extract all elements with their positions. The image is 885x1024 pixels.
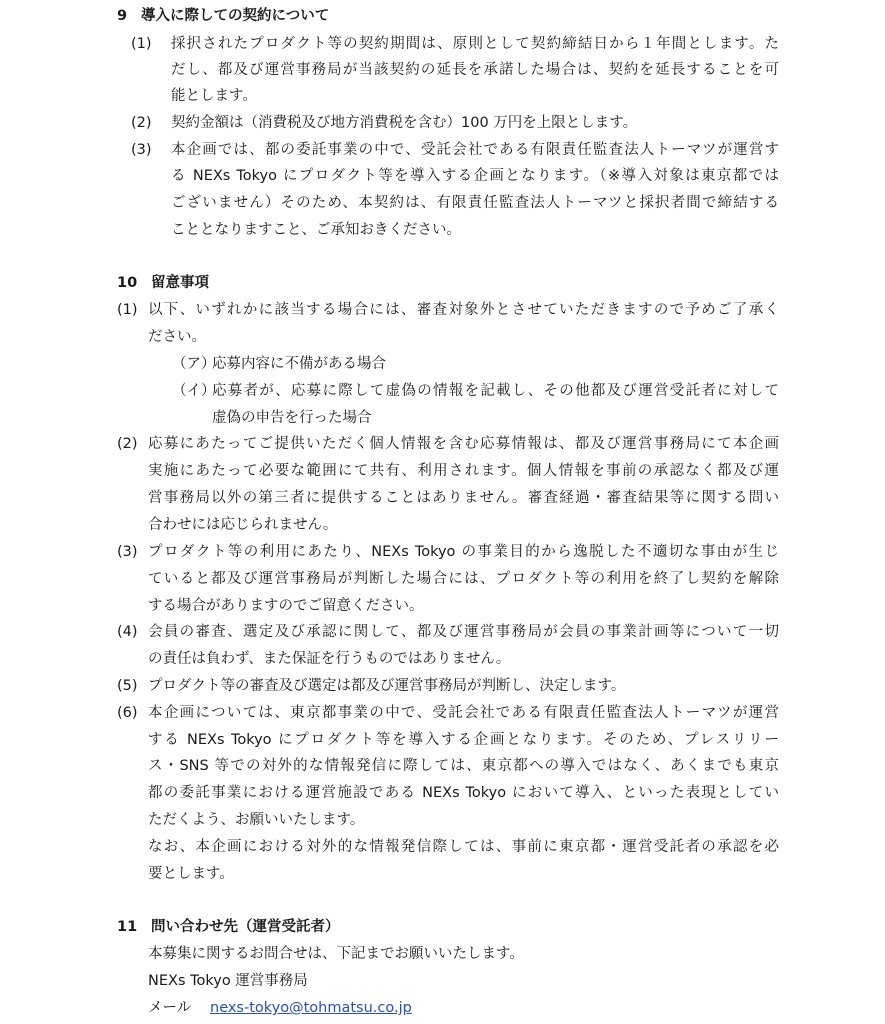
section-10-item-6-line-4: 都の委託事業における運営施設である NEXs Tokyo において導入、といった表現としてい [148,785,779,801]
sub-item-b-marker: （イ） [172,383,216,399]
sub-item-a-line-1: 応募内容に不備がある場合 [212,356,386,372]
contact-office-name: NEXs Tokyo 運営事務局 [148,973,308,989]
section-9-item-3-line-3: ございません）そのため、本契約は、有限責任監査法人トーマツと採択者間で締結する [171,195,779,211]
section-10-item-2-line-2: 実施にあたって必要な範囲にて共有、利用されます。個人情報を事前の承認なく都及び運 [148,463,779,479]
section-10-item-4-line-1: 会員の審査、選定及び承認に関して、都及び運営事務局が会員の事業計画等について一切 [148,624,779,640]
sub-item-b-line-1: 応募者が、応募に際して虚偽の情報を記載し、その他都及び運営受託者に対して [212,383,779,399]
section-9-item-1-line-1: 採択されたプロダクト等の契約期間は、原則として契約締結日から１年間とします。た [171,36,779,52]
section-10-item-6-line-2: する NEXs Tokyo にプロダクト等を導入する企画となります。そのため、プレスリリー [148,732,779,748]
section-9-item-1-line-3: 能とします。 [171,88,257,104]
sub-item-b-line-2: 虚偽の申告を行った場合 [212,410,372,426]
section-10-item-6-line-3: ス・SNS 等での対外的な情報発信に際しては、東京都への導入ではなく、あくまでも東京 [148,758,779,774]
section-10-item-6-marker: (6) [117,705,138,721]
section-10-item-2-line-3: 営事務局以外の第三者に提供することはありません。審査経過・審査結果等に関する問い [148,490,779,506]
section-11-number: 11 [117,919,138,935]
section-10-item-2-marker: (2) [117,436,138,452]
section-10-item-6-line-1: 本企画については、東京都事業の中で、受託会社である有限責任監査法人トーマツが運営 [148,705,779,721]
contact-mail-label: メール [148,1000,192,1016]
section-10-item-2-line-1: 応募にあたってご提供いただく個人情報を含む応募情報は、都及び運営事務局にて本企画 [148,436,779,452]
section-10-item-1-line-2: ださい。 [148,329,206,345]
section-9-number: 9 [117,8,128,24]
contact-email-link[interactable]: nexs-tokyo@tohmatsu.co.jp [210,1000,412,1016]
section-10-item-1-line-1: 以下、いずれかに該当する場合には、審査対象外とさせていただきますので予めご了承く [148,302,779,318]
section-10-item-3-line-2: ていると都及び運営事務局が判断した場合には、プロダクト等の利用を終了し契約を解除 [148,571,779,587]
section-11-title: 問い合わせ先（運営受託者） [151,919,340,935]
section-10-item-5-line-1: プロダクト等の審査及び選定は都及び運営事務局が判断し、決定します。 [148,678,626,694]
section-10-item-1-marker: (1) [117,302,138,318]
section-9-title: 導入に際しての契約について [141,8,330,24]
section-10-item-6-line-6: なお、本企画における対外的な情報発信際しては、事前に東京都・運営受託者の承認を必 [148,839,779,855]
section-10-item-4-line-2: の責任は負わず、また保証を行うものではありません。 [148,651,511,667]
section-10-item-3-marker: (3) [117,544,138,560]
section-9-item-2-marker: (2) [131,115,152,131]
section-10-item-5-marker: (5) [117,678,138,694]
section-9-item-3-marker: (3) [131,142,152,158]
section-10-item-3-line-1: プロダクト等の利用にあたり、NEXs Tokyo の事業目的から逸脱した不適切な事由が生じ [148,544,779,560]
section-10-item-6-line-7: 要とします。 [148,866,234,882]
section-9-item-2-line-1: 契約金額は（消費税及び地方消費税を含む）100 万円を上限とします。 [171,115,638,131]
section-10-title: 留意事項 [151,275,209,291]
section-10-item-3-line-3: する場合がありますのでご留意ください。 [148,598,424,614]
section-10-item-6-line-5: ただくよう、お願いいたします。 [148,812,365,828]
section-9-item-3-line-4: こととなりますこと、ご承知おきください。 [171,222,461,238]
section-10-item-2-line-4: 合わせには応じられません。 [148,517,338,533]
section-10-item-4-marker: (4) [117,624,138,640]
section-9-item-3-line-2: る NEXs Tokyo にプロダクト等を導入する企画となります。（※導入対象は東京都では [171,168,779,184]
section-9-item-1-line-2: だし、都及び運営事務局が当該契約の延長を承諾した場合は、契約を延長することを可 [171,62,779,78]
section-10-number: 10 [117,275,138,291]
contact-intro: 本募集に関するお問合せは、下記までお願いいたします。 [148,946,524,962]
section-9-item-1-marker: (1) [131,36,152,52]
sub-item-a-marker: （ア） [172,356,216,372]
section-9-item-3-line-1: 本企画では、都の委託事業の中で、受託会社である有限責任監査法人トーマツが運営す [171,142,779,158]
